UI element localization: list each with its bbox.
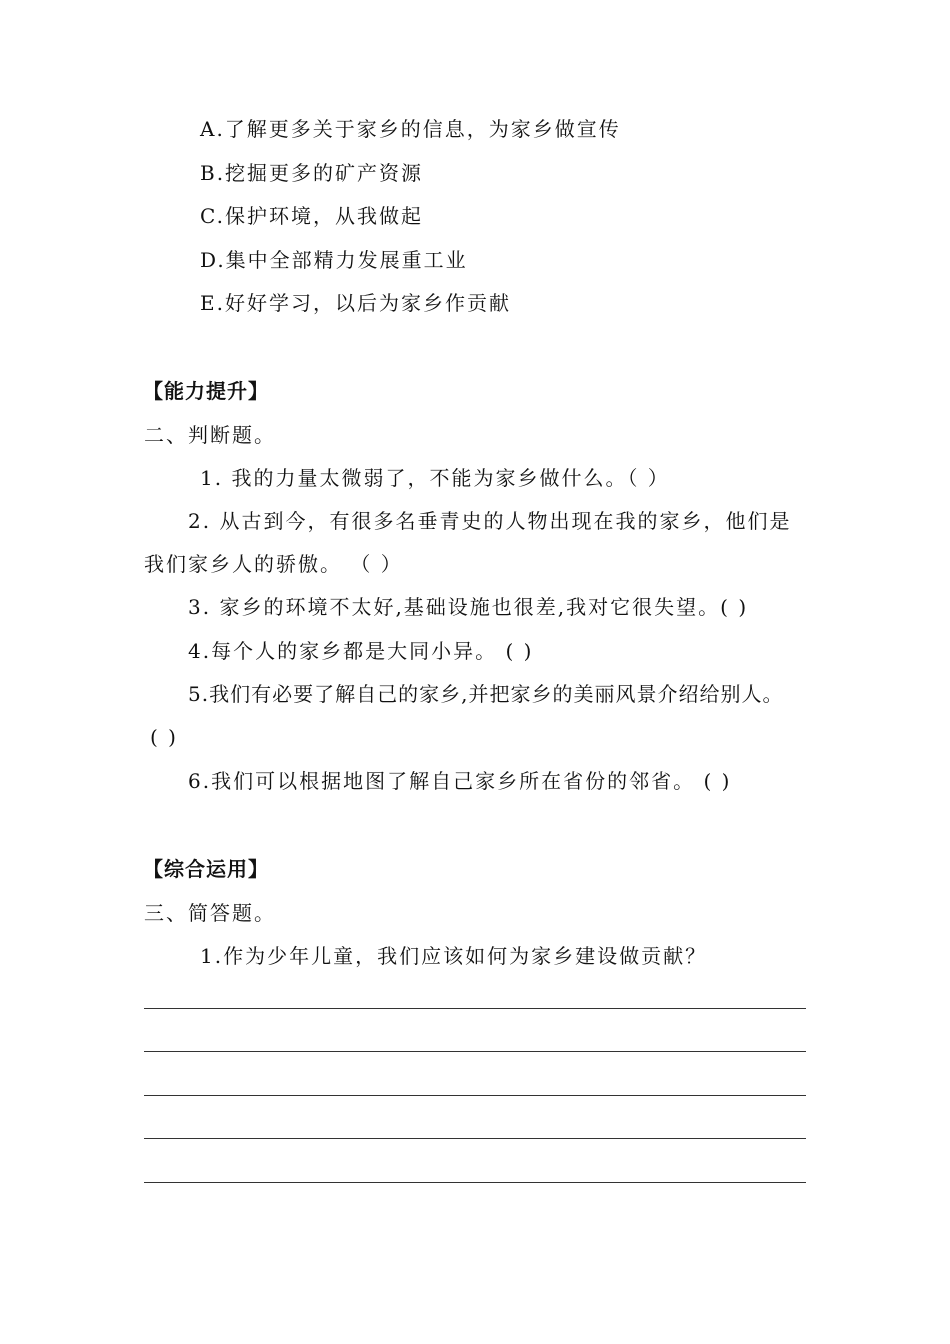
answer-line[interactable]: [144, 1095, 806, 1096]
option-a: A.了解更多关于家乡的信息，为家乡做宣传: [200, 117, 621, 141]
short-answer-question-1: 1.作为少年儿童，我们应该如何为家乡建设做贡献？: [200, 944, 708, 968]
judgment-item-5-line2: ( ): [150, 725, 178, 749]
judgment-item-3: 3. 家乡的环境不太好,基础设施也很差,我对它很失望。( ): [188, 595, 749, 619]
option-e: E.好好学习，以后为家乡作贡献: [200, 291, 511, 315]
judgment-item-6: 6.我们可以根据地图了解自己家乡所在省份的邻省。 ( ): [188, 769, 732, 793]
judgment-item-4: 4.每个人的家乡都是大同小异。 ( ): [188, 639, 534, 663]
option-b: B.挖掘更多的矿产资源: [200, 161, 424, 185]
judgment-item-2-line2: 我们家乡人的骄傲。 （ ）: [144, 552, 403, 576]
section-title-short-answer: 三、简答题。: [144, 901, 276, 925]
answer-line[interactable]: [144, 1051, 806, 1052]
section-heading-ability: 【能力提升】: [143, 379, 269, 403]
option-c: C.保护环境，从我做起: [200, 204, 423, 228]
option-d: D.集中全部精力发展重工业: [200, 248, 468, 272]
answer-line[interactable]: [144, 1182, 806, 1183]
section-title-judgment: 二、判断题。: [144, 423, 276, 447]
judgment-item-1: 1. 我的力量太微弱了，不能为家乡做什么。（ ）: [200, 466, 670, 490]
answer-line[interactable]: [144, 1008, 806, 1009]
judgment-item-5-line1: 5.我们有必要了解自己的家乡,并把家乡的美丽风景介绍给别人。: [188, 682, 784, 706]
judgment-item-2-line1: 2. 从古到今，有很多名垂青史的人物出现在我的家乡，他们是: [188, 509, 792, 533]
section-heading-application: 【综合运用】: [143, 857, 269, 881]
answer-line[interactable]: [144, 1138, 806, 1139]
